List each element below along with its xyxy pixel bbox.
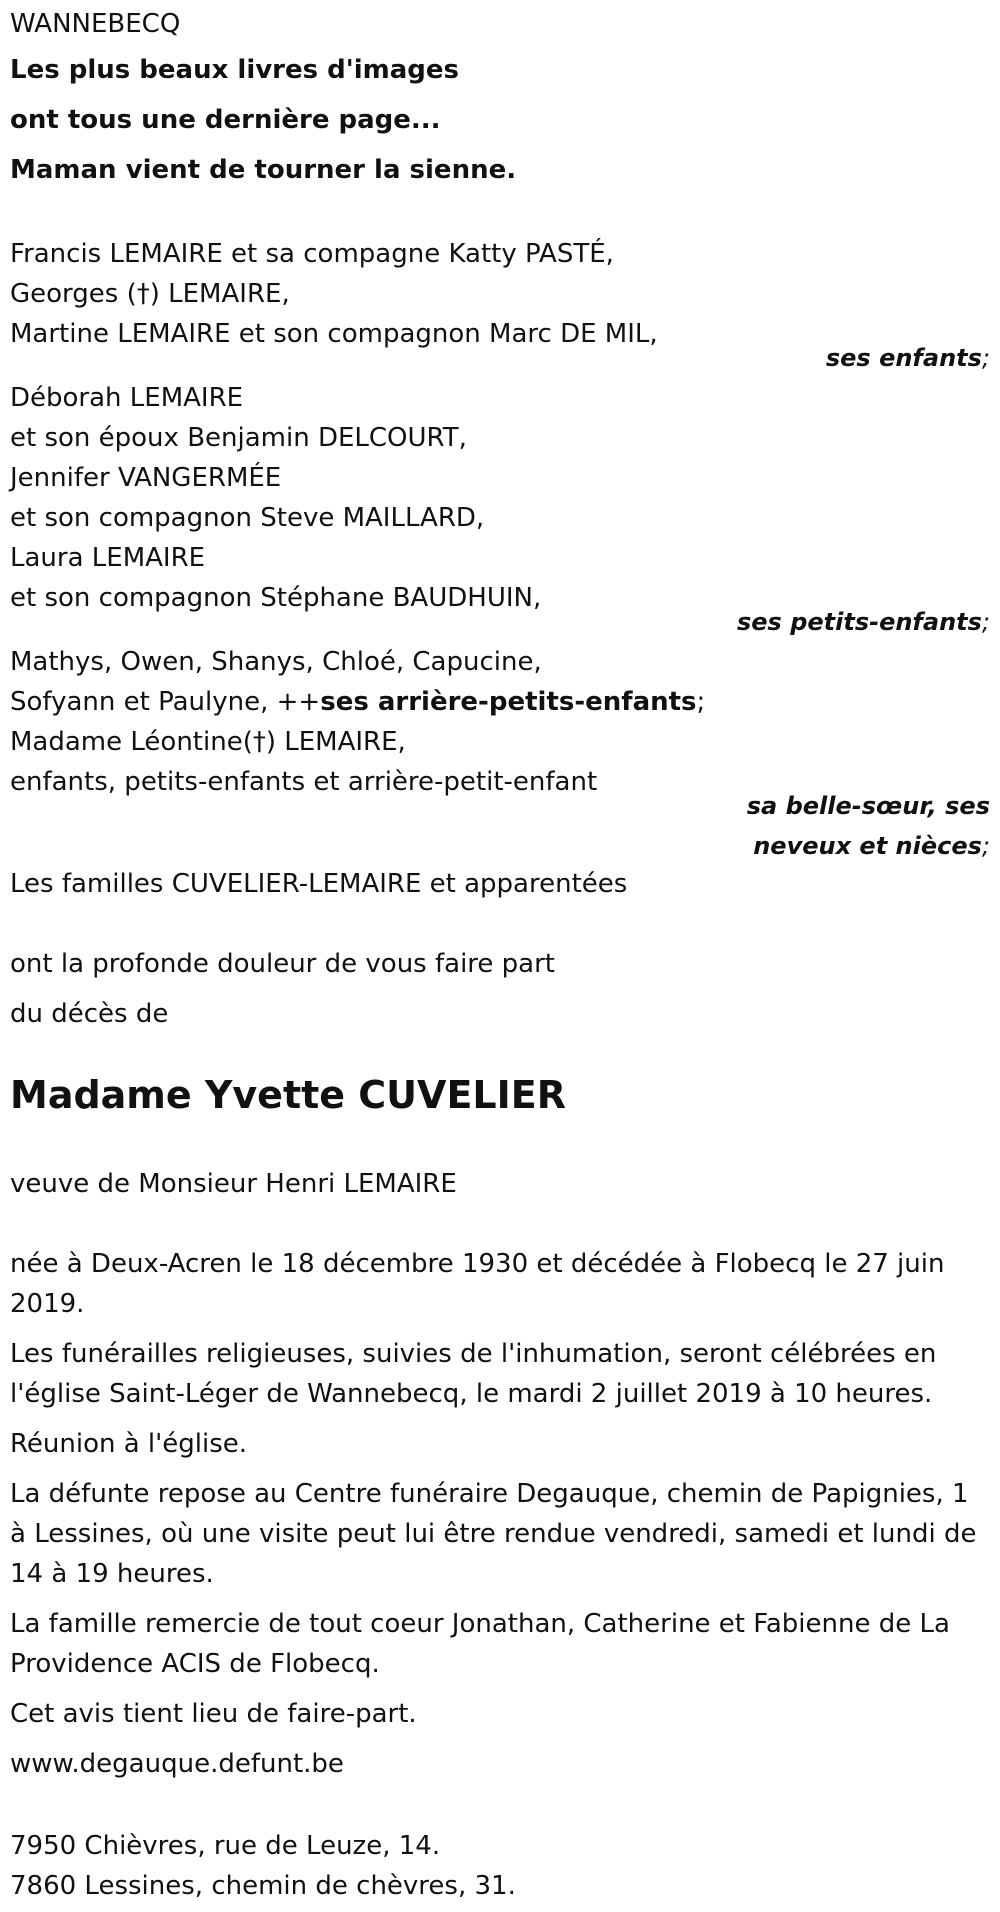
widow-block (10, 1164, 990, 1204)
announcement-block (10, 944, 990, 1034)
families-block (10, 864, 990, 904)
families-line: Les familles CUVELIER-LEMAIRE et apparentées (10, 869, 628, 899)
poem-line: ont tous une dernière page... (10, 105, 441, 135)
address-line: 7950 Chièvres, rue de Leuze, 14. (10, 1831, 441, 1861)
town-name: WANNEBECQ (10, 9, 181, 39)
family-line: enfants, petits-enfants et arrière-petit-enfant (10, 767, 598, 797)
grandchildren-block (10, 378, 990, 618)
family-line: Francis LEMAIRE et sa compagne Katty PASTÉ, (10, 239, 614, 269)
birth-death-text: née à Deux-Acren le 18 décembre 1930 et décédée à Flobecq le 27 juin 2019. (10, 1249, 945, 1319)
role-grandchildren: ses petits-enfants; (736, 608, 990, 636)
widow-of: veuve de Monsieur Henri LEMAIRE (10, 1169, 457, 1199)
family-line: Madame Léontine(†) LEMAIRE, (10, 727, 406, 757)
deceased-block (10, 1070, 990, 1120)
family-line: Mathys, Owen, Shanys, Chloé, Capucine, (10, 647, 542, 677)
family-line: Georges (†) LEMAIRE, (10, 279, 290, 309)
family-line: Déborah LEMAIRE (10, 383, 244, 413)
thanks-text: La famille remercie de tout coeur Jonathan, Catherine et Fabienne de La Providence ACIS de Flobecq. (10, 1609, 950, 1679)
role-great-grandchildren: ses arrière-petits-enfants (320, 687, 697, 717)
notice-text: Cet avis tient lieu de faire-part. (10, 1699, 417, 1729)
family-line: Laura LEMAIRE (10, 543, 206, 573)
children-block (10, 234, 990, 354)
great-grandchildren-block (10, 642, 990, 802)
announcement-line: du décès de (10, 999, 169, 1029)
announcement-line: ont la profonde douleur de vous faire part (10, 949, 555, 979)
role-children: ses enfants; (825, 344, 990, 372)
details-block (10, 1244, 990, 1784)
visitation-text: La défunte repose au Centre funéraire Degauque, chemin de Papignies, 1 à Lessines, où une visite peut lui être rendue vendredi, samedi et lundi de 14 à 19 heures. (10, 1479, 977, 1589)
addresses-block (10, 1826, 990, 1906)
family-line: et son compagnon Stéphane BAUDHUIN, (10, 583, 542, 613)
family-line: Jennifer VANGERMÉE (10, 463, 282, 493)
poem-line: Les plus beaux livres d'images (10, 55, 460, 85)
deceased-name: Madame Yvette CUVELIER (10, 1073, 566, 1117)
family-line: et son compagnon Steve MAILLARD, (10, 503, 485, 533)
website-link[interactable]: www.degauque.defunt.be (10, 1749, 344, 1779)
meeting-text: Réunion à l'église. (10, 1429, 248, 1459)
poem-line: Maman vient de tourner la sienne. (10, 155, 517, 185)
family-line: Sofyann et Paulyne, ++ses arrière-petits-enfants; (10, 687, 706, 717)
role-in-law: sa belle-sœur, ses neveux et nièces; (746, 792, 990, 860)
family-line: et son époux Benjamin DELCOURT, (10, 423, 467, 453)
address-line: 7860 Lessines, chemin de chèvres, 31. (10, 1871, 516, 1901)
header (10, 4, 990, 200)
family-line: Martine LEMAIRE et son compagnon Marc DE MIL, (10, 319, 658, 349)
funeral-text: Les funérailles religieuses, suivies de l'inhumation, seront célébrées en l'église Saint-Léger de Wannebecq, le mardi 2 juillet 2019 à 10 heures. (10, 1339, 937, 1409)
